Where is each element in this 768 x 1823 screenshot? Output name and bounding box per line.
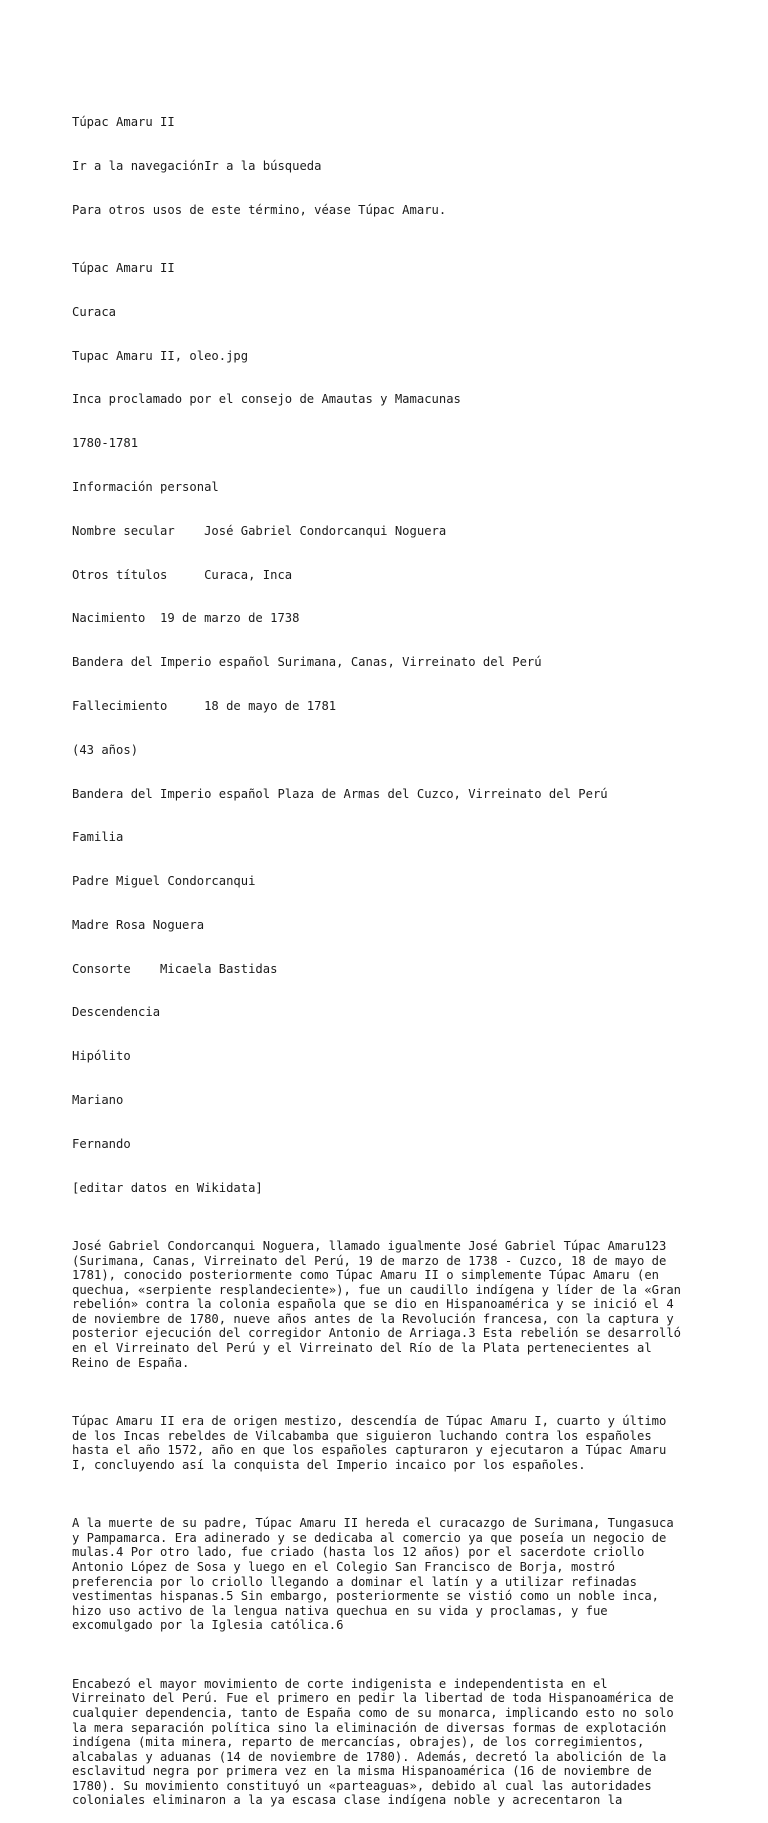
disambiguation-note: Para otros usos de este término, véase Túpac Amaru. — [72, 202, 447, 217]
edit-wikidata-link[interactable]: [editar datos en Wikidata] — [72, 1180, 263, 1195]
document-page — [72, 86, 712, 1823]
infobox-role: Curaca — [72, 304, 117, 319]
article-paragraph: A la muerte de su padre, Túpac Amaru II hereda el curacazgo de Surimana, Tungasuca y Pampamarca. Era adinerado y se dedicaba al comercio ya que poseía un negocio de mulas.4 Por otro lado, fue criado (hasta los 12 años) por el sacerdote criollo Antonio López de Sosa y luego en el Colegio San Francisco de Borja, mostró preferencia por lo criollo llegando a dominar el latín y a utilizar refinadas vestimentas hispanas.5 Sin embargo, posteriormente se vistió como un noble inca, hizo uso activo de la lengua nativa quechua en su vida y proclamas, y fue excomulgado por la Iglesia católica.6 — [72, 1516, 674, 1633]
infobox-row-age: (43 años) — [72, 742, 139, 757]
article-paragraph: Encabezó el mayor movimiento de corte indigenista e independentista en el Virreinato del Perú. Fue el primero en pedir la libertad de toda Hispanoamérica de cualquier dependencia, tanto de España como de su monarca, implicando esto no solo la mera separación política sino la eliminación de diversas formas de explotación indígena (mita minera, reparto de mercancías, obrajes), de los corregimientos, alcabalas y aduanas (14 de noviembre de 1780). Además, decretó la abolición de la esclavitud negra por primera vez en la misma Hispanoamérica (16 de noviembre de 1780). Su movimiento constituyó un «parteaguas», debido al cual las autoridades coloniales eliminaron a la ya escasa clase indígena noble y acrecentaron la — [72, 1676, 674, 1808]
article-paragraph: José Gabriel Condorcanqui Noguera, llamado igualmente José Gabriel Túpac Amaru123 (Surimana, Canas, Virreinato del Perú, 19 de marzo de 1738 - Cuzco, 18 de mayo de 1781), conocido posteriormente como Túpac Amaru II o simplemente Túpac Amaru (en quechua, «serpiente resplandeciente»), fue un caudillo indígena y líder de la «Gran rebelión» contra la colonia española que se dio en Hispanoamérica y se inició el 4 de noviembre de 1780, nueve años antes de la Revolución francesa, con la captura y posterior ejecución del corregidor Antonio de Arriaga.3 Esta rebelión se desarrolló en el Virreinato del Perú y el Virreinato del Río de la Plata pertenecientes al Reino de España. — [72, 1238, 682, 1370]
infobox-row-birthplace: Bandera del Imperio español Surimana, Canas, Virreinato del Perú — [72, 655, 542, 670]
descendant-item: Hipólito — [72, 1049, 131, 1064]
descendant-item: Fernando — [72, 1136, 131, 1151]
infobox-section-descendants: Descendencia — [72, 1005, 161, 1020]
descendant-item: Mariano — [72, 1092, 124, 1107]
infobox-row-other-titles: Otros títulos Curaca, Inca — [72, 567, 293, 582]
article-paragraph: Túpac Amaru II era de origen mestizo, descendía de Túpac Amaru I, cuarto y último de los Incas rebeldes de Vilcabamba que siguieron luchando contra los españoles hasta el año 1572, año en que los españoles capturaron y ejecutaron a Túpac Amaru I, concluyendo así la conquista del Imperio incaico por los españoles. — [72, 1414, 667, 1472]
infobox-row-birth: Nacimiento 19 de marzo de 1738 — [72, 611, 300, 626]
infobox-row-father: Padre Miguel Condorcanqui — [72, 874, 256, 889]
infobox-years: 1780-1781 — [72, 436, 139, 451]
infobox-row-death: Fallecimiento 18 de mayo de 1781 — [72, 698, 337, 713]
infobox-row-deathplace: Bandera del Imperio español Plaza de Armas del Cuzco, Virreinato del Perú — [72, 786, 608, 801]
infobox-row-spouse: Consorte Micaela Bastidas — [72, 961, 278, 976]
infobox-section-family: Familia — [72, 830, 124, 845]
infobox-image-file[interactable]: Tupac Amaru II, oleo.jpg — [72, 348, 249, 363]
infobox-row-mother: Madre Rosa Noguera — [72, 917, 205, 932]
infobox-name: Túpac Amaru II — [72, 261, 175, 276]
page-title: Túpac Amaru II — [72, 115, 175, 130]
infobox-caption: Inca proclamado por el consejo de Amautas y Mamacunas — [72, 392, 461, 407]
infobox-section-personal: Información personal — [72, 480, 219, 495]
nav-links[interactable]: Ir a la navegaciónIr a la búsqueda — [72, 158, 322, 173]
infobox-row-secular-name: Nombre secular José Gabriel Condorcanqui Noguera — [72, 523, 447, 538]
